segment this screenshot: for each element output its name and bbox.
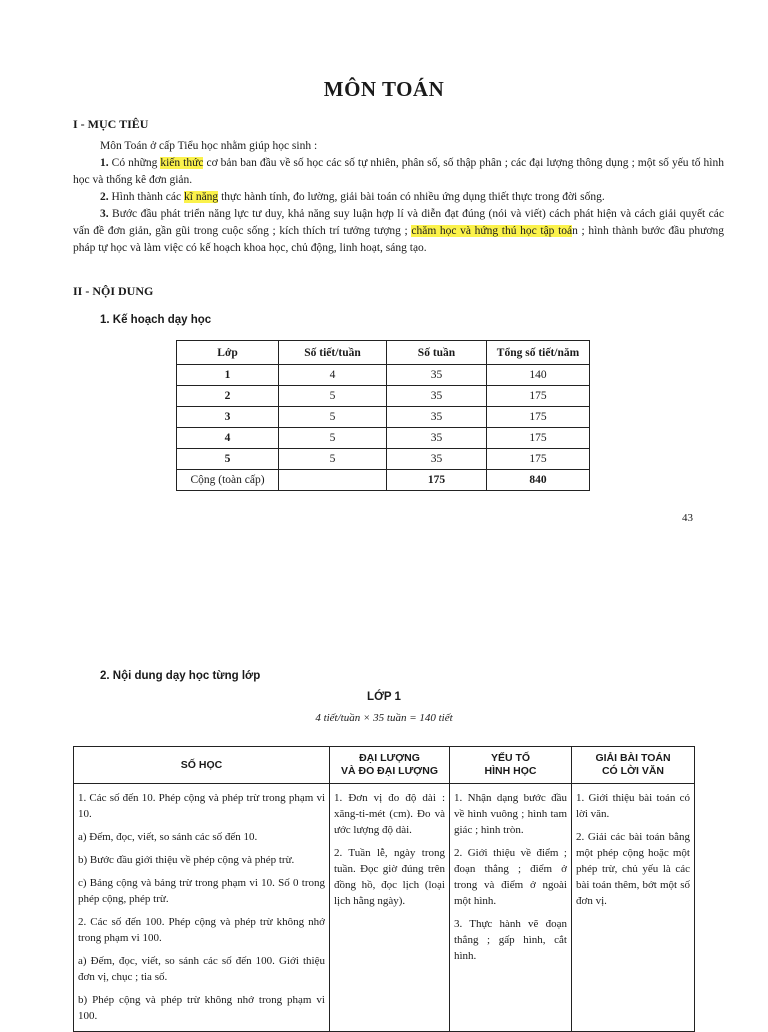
class-1-title: LỚP 1 bbox=[367, 691, 401, 703]
class-1-content-table bbox=[73, 746, 695, 1032]
header-line: SỐ HỌC bbox=[180, 758, 223, 771]
header-cell-total-periods: Tổng số tiết/năm bbox=[487, 341, 590, 365]
list-item: 1. Đơn vị đo độ dài : xăng-ti-mét (cm). Đo và ước lượng độ dài. bbox=[334, 792, 445, 836]
list-item: 1. Giới thiệu bài toán có lời văn. bbox=[576, 792, 690, 820]
table-row bbox=[177, 365, 590, 386]
table-row bbox=[177, 428, 590, 449]
header-cell-measurement bbox=[330, 747, 450, 784]
objective-item-1 bbox=[73, 155, 724, 189]
table-cell: 35 bbox=[387, 449, 487, 470]
header-line: HÌNH HỌC bbox=[484, 765, 537, 777]
page-number: 43 bbox=[682, 512, 693, 524]
teaching-plan-table bbox=[176, 340, 590, 491]
list-item: 1. Các số đến 10. Phép cộng và phép trừ trong phạm vi 10. bbox=[78, 792, 325, 820]
table-cell: 5 bbox=[279, 428, 387, 449]
table-cell: 140 bbox=[487, 365, 590, 386]
arithmetic-cell bbox=[74, 784, 330, 1032]
objective-2-post: thực hành tính, đo lường, giải bài toán có nhiều ứng dụng thiết thực trong đời sống. bbox=[218, 191, 605, 203]
objectives-text bbox=[73, 138, 724, 257]
objective-item-3 bbox=[73, 206, 724, 257]
list-item: 2. Giới thiệu về điểm ; đoạn thẳng ; điểm ở trong và điểm ở ngoài một hình. bbox=[454, 847, 567, 907]
table-cell: 35 bbox=[387, 365, 487, 386]
objective-1-highlight: kiến thức bbox=[160, 157, 204, 169]
objective-3-highlight: chăm học và hứng thú học tập toá bbox=[411, 225, 573, 237]
header-line: ĐẠI LƯỢNG bbox=[359, 752, 420, 764]
page-title: MÔN TOÁN bbox=[323, 77, 445, 101]
list-item: 2. Giải các bài toán bằng một phép cộng hoặc một phép trừ, chủ yếu là các bài toán thêm, bớt một số đơn vị. bbox=[576, 831, 690, 907]
objectives-intro: Môn Toán ở cấp Tiểu học nhằm giúp học sinh : bbox=[100, 140, 318, 152]
objective-1-post: cơ bản ban đầu về số học các số tự nhiên, phân số, số thập phân ; các đại lượng thông dụng ; một số yếu tố hình học và thống kê đơn giản. bbox=[73, 157, 724, 186]
table-cell: 175 bbox=[487, 428, 590, 449]
table-cell: 5 bbox=[279, 449, 387, 470]
table-cell: 5 bbox=[279, 407, 387, 428]
header-line: GIẢI BÀI TOÁN bbox=[595, 752, 671, 764]
header-line: CÓ LỜI VĂN bbox=[601, 765, 665, 777]
class-1-subtitle: 4 tiết/tuần × 35 tuần = 140 tiết bbox=[315, 712, 453, 724]
measurement-cell bbox=[330, 784, 450, 1032]
objective-2-highlight: kĩ năng bbox=[184, 191, 219, 203]
table-cell: 3 bbox=[177, 407, 279, 428]
geometry-cell bbox=[450, 784, 572, 1032]
objective-1-number: 1. bbox=[100, 157, 109, 169]
header-cell-geometry bbox=[450, 747, 572, 784]
objective-item-2 bbox=[73, 189, 724, 206]
table-cell: 35 bbox=[387, 386, 487, 407]
list-item: b) Phép cộng và phép trừ không nhớ trong phạm vi 100. bbox=[78, 994, 325, 1022]
header-cell-weeks: Số tuần bbox=[387, 341, 487, 365]
objective-2-pre: Hình thành các bbox=[108, 191, 184, 203]
list-item: a) Đếm, đọc, viết, so sánh các số đến 100. Giới thiệu đơn vị, chục ; tia số. bbox=[78, 955, 325, 983]
objective-3-post: n ; hình thành bước đầu phương pháp tự học và làm việc có kế hoạch khoa học, chủ động, linh hoạt, sáng tạo. bbox=[73, 225, 724, 254]
table-cell: 2 bbox=[177, 386, 279, 407]
list-item: a) Đếm, đọc, viết, so sánh các số đến 10. bbox=[78, 831, 258, 843]
header-cell-periods-per-week: Số tiết/tuần bbox=[279, 341, 387, 365]
table-header-row bbox=[74, 747, 695, 784]
table-row bbox=[74, 784, 695, 1032]
table-cell: 35 bbox=[387, 407, 487, 428]
header-line: VÀ ĐO ĐẠI LƯỢNG bbox=[340, 765, 438, 777]
subheading-content-by-class: 2. Nội dung dạy học từng lớp bbox=[100, 670, 261, 682]
objective-1-pre: Có những bbox=[108, 157, 161, 169]
section-heading-content: II - NỘI DUNG bbox=[73, 284, 154, 298]
header-cell-arithmetic bbox=[74, 747, 330, 784]
word-problems-cell bbox=[572, 784, 695, 1032]
header-cell-word-problems bbox=[572, 747, 695, 784]
table-cell: 35 bbox=[387, 428, 487, 449]
list-item: 2. Tuần lễ, ngày trong tuần. Đọc giờ đúng trên đồng hồ, đọc lịch (loại lịch hằng ngày). bbox=[334, 847, 445, 907]
header-cell-class: Lớp bbox=[177, 341, 279, 365]
table-cell: 175 bbox=[387, 470, 487, 491]
table-cell: 4 bbox=[279, 365, 387, 386]
table-cell: Cộng (toàn cấp) bbox=[177, 470, 279, 491]
list-item: c) Bảng cộng và bảng trừ trong phạm vi 10. Số 0 trong phép cộng, phép trừ. bbox=[78, 877, 325, 905]
table-row bbox=[177, 407, 590, 428]
table-header-row bbox=[177, 341, 590, 365]
table-cell: 175 bbox=[487, 407, 590, 428]
table-row bbox=[177, 449, 590, 470]
list-item: 3. Thực hành vẽ đoạn thẳng ; gấp hình, cắt hình. bbox=[454, 918, 567, 962]
table-total-row bbox=[177, 470, 590, 491]
table-row bbox=[177, 386, 590, 407]
table-cell: 840 bbox=[487, 470, 590, 491]
table-cell: 5 bbox=[177, 449, 279, 470]
list-item: b) Bước đầu giới thiệu về phép cộng và phép trừ. bbox=[78, 854, 295, 866]
list-item: 1. Nhận dạng bước đầu về hình vuông ; hình tam giác ; hình tròn. bbox=[454, 792, 567, 836]
table-cell bbox=[279, 470, 387, 491]
objective-3-number: 3. bbox=[100, 208, 109, 220]
table-cell: 5 bbox=[279, 386, 387, 407]
list-item: 2. Các số đến 100. Phép cộng và phép trừ không nhớ trong phạm vi 100. bbox=[78, 916, 325, 944]
objective-3-pre: Bước đầu phát triển năng lực tư duy, khả năng suy luận hợp lí và diễn đạt đúng (nói và viết) cách phát hiện và cách giải quyết các vấn đề đơn giản, gần gũi trong cuộc sống ; kích thích trí tưởng tượng ; bbox=[73, 208, 724, 237]
section-heading-objectives: I - MỤC TIÊU bbox=[73, 117, 149, 131]
table-cell: 175 bbox=[487, 449, 590, 470]
subheading-teaching-plan: 1. Kế hoạch dạy học bbox=[100, 314, 212, 326]
table-cell: 4 bbox=[177, 428, 279, 449]
objective-2-number: 2. bbox=[100, 191, 109, 203]
header-line: YẾU TỐ bbox=[490, 752, 531, 764]
table-cell: 1 bbox=[177, 365, 279, 386]
table-cell: 175 bbox=[487, 386, 590, 407]
